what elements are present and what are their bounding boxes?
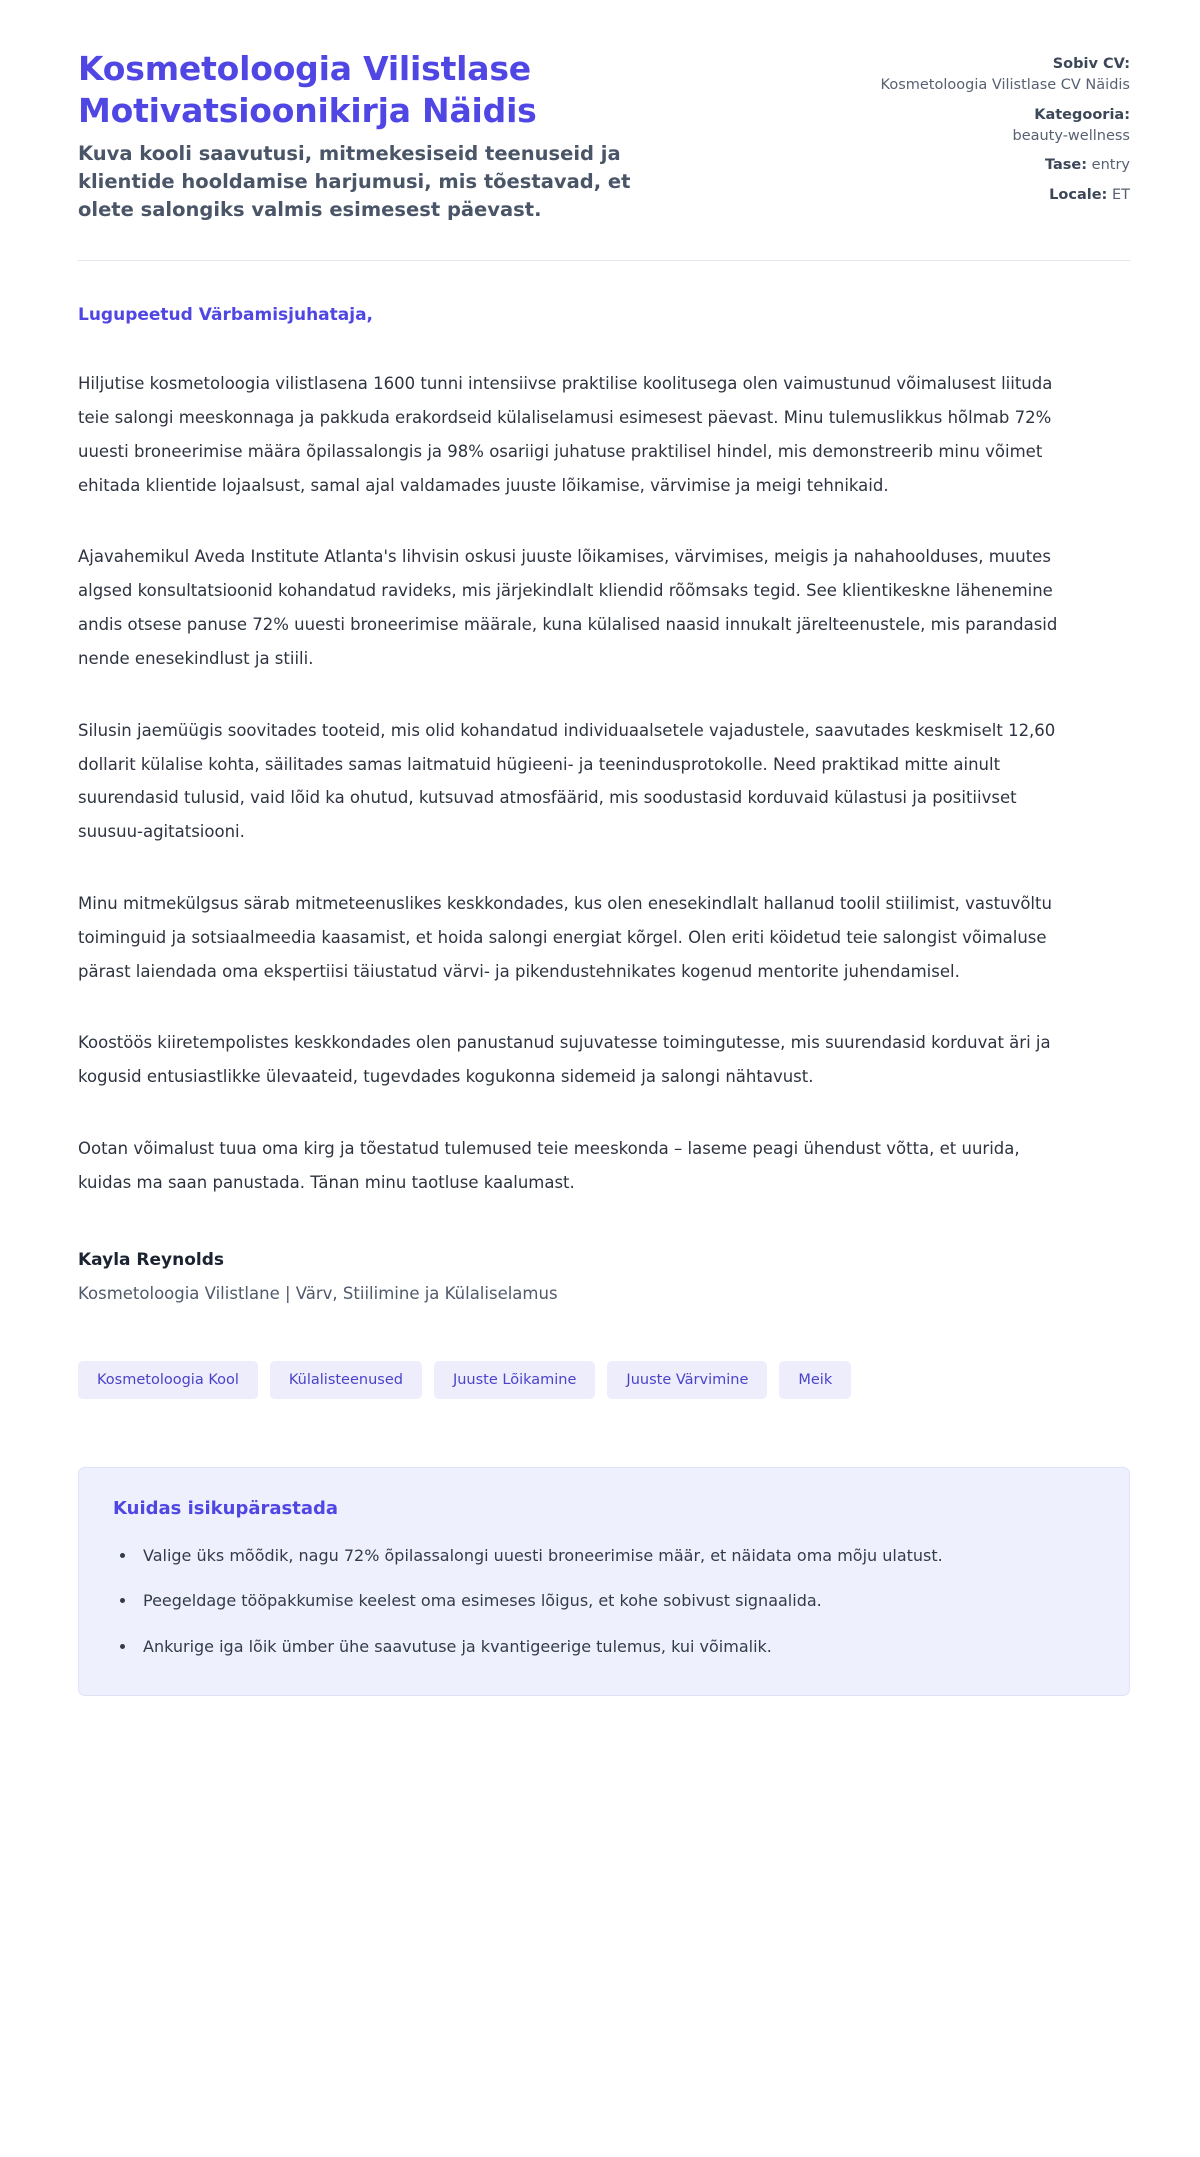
signature-name: Kayla Reynolds [78, 1249, 225, 1270]
letter-salutation: Lugupeetud Värbamisjuhataja, [78, 305, 373, 326]
header-left-column [78, 48, 778, 223]
letter-paragraph: Hiljutise kosmetoloogia vilistlasena 1600 tunni intensiivse praktilise koolitusega olen vaimustunud võimalusest liituda teie salongi meeskonnaga ja pakkuda erakordseid külaliselamusi esimesest päevast. Minu tulemuslikkus hõlmab 72% uuesti broneerimise määra õpilassalongis ja 98% osariigi juhatuse praktilisel hindel, mis demonstreerib minu võimet ehitada klientide lojaalsust, samal ajal valdamades juuste lõikamise, värvimise ja meigi tehnikaid. [78, 374, 1053, 495]
page-title: Kosmetoloogia Vilistlase Motivatsioonikirja Näidis [78, 49, 537, 130]
meta-level [881, 155, 1130, 176]
meta-matching-cv-label: Sobiv CV: [1052, 56, 1130, 72]
signature-block [78, 1250, 1130, 1303]
personalization-callout [78, 1467, 1130, 1697]
meta-category [881, 105, 1130, 148]
tag-item[interactable]: Juuste Värvimine [607, 1361, 767, 1399]
callout-title: Kuidas isikupärastada [113, 1497, 339, 1519]
tag-item[interactable]: Kosmetoloogia Kool [78, 1361, 258, 1399]
meta-locale-label: Locale: [1049, 186, 1108, 203]
signature-role: Kosmetoloogia Vilistlane | Värv, Stiilimine ja Külaliselamus [78, 1283, 558, 1303]
document-metadata [881, 48, 1130, 208]
meta-category-value: beauty-wellness [1012, 127, 1130, 144]
document-header [78, 40, 1130, 223]
tag-item[interactable]: Külalisteenused [270, 1361, 422, 1399]
callout-list-item: • Ankurige iga lõik ümber ühe saavutuse ja kvantigeerige tulemus, kui võimalik. [137, 1632, 1095, 1662]
letter-paragraph: Minu mitmekülgsus särab mitmeteenuslikes keskkondades, kus olen enesekindlalt hallanud toolil stiilimist, vastuvõltu toiminguid ja sotsiaalmeedia kaasamist, et hoida salongi energiat kõrgel. Olen eriti köidetud teie salongist võimaluse pärast laiendada oma ekspertiisi täiustatud värvi- ja pikendustehnikates kogenud mentorite juhendamisel. [78, 893, 1052, 981]
meta-matching-cv [881, 54, 1130, 97]
page-subtitle: Kuva kooli saavutusi, mitmekesiseid teenuseid ja klientide hooldamise harjumusi, mis tõestavad, et olete salongiks valmis esimesest päevast. [78, 142, 631, 221]
meta-level-label: Tase: [1044, 157, 1088, 174]
letter-body [78, 261, 1130, 1302]
letter-paragraph: Ajavahemikul Aveda Institute Atlanta's lihvisin oskusi juuste lõikamises, värvimises, meigis ja nahahoolduses, muutes algsed konsultatsioonid kohandatud ravideks, mis järjekindlalt kliendid rõõmsaks tegid. See klientikeskne lähenemine andis otsese panuse 72% uuesti broneerimise määrale, kuna külalised naasid innukalt järelteenustele, mis parandasid nende enesekindlust ja stiili. [78, 547, 1058, 668]
callout-list-item: • Peegeldage tööpakkumise keelest oma esimeses lõigus, et kohe sobivust signaalida. [137, 1586, 1095, 1616]
meta-locale [881, 185, 1130, 206]
callout-list-item: • Valige üks mõõdik, nagu 72% õpilassalongi uuesti broneerimise määr, et näidata oma mõju ulatust. [137, 1541, 1095, 1571]
tag-item[interactable]: Juuste Lõikamine [434, 1361, 595, 1399]
tag-list [78, 1361, 1130, 1399]
meta-category-label: Kategooria: [1034, 106, 1130, 123]
callout-list [113, 1541, 1095, 1662]
meta-level-value: entry [1091, 157, 1130, 174]
letter-paragraph: Ootan võimalust tuua oma kirg ja tõestatud tulemused teie meeskonda – laseme peagi ühendust võtta, et uurida, kuidas ma saan panustada. Tänan minu taotluse kaalumast. [78, 1139, 1020, 1192]
letter-paragraph: Silusin jaemüügis soovitades tooteid, mis olid kohandatud individuaalsetele vajadustele, saavutades keskmiselt 12,60 dollarit külalise kohta, säilitades samas laitmatuid hügieeni- ja teenindusprotokolle. Need praktikad mitte ainult suurendasid tulusid, vaid lõid ka ohutud, kutsuvad atmosfäärid, mis soodustasid korduvaid külastusi ja positiivset suusuu-agitatsiooni. [78, 720, 1056, 842]
letter-paragraph: Koostöös kiiretempolistes keskkondades olen panustanud sujuvatesse toimingutesse, mis suurendasid korduvat äri ja kogusid entusiastlikke ülevaateid, tugevdades kogukonna sidemeid ja salongi nähtavust. [78, 1033, 1051, 1087]
tag-item[interactable]: Meik [779, 1361, 851, 1399]
meta-locale-value: ET [1111, 186, 1130, 203]
meta-matching-cv-value: Kosmetoloogia Vilistlase CV Näidis [880, 77, 1130, 94]
